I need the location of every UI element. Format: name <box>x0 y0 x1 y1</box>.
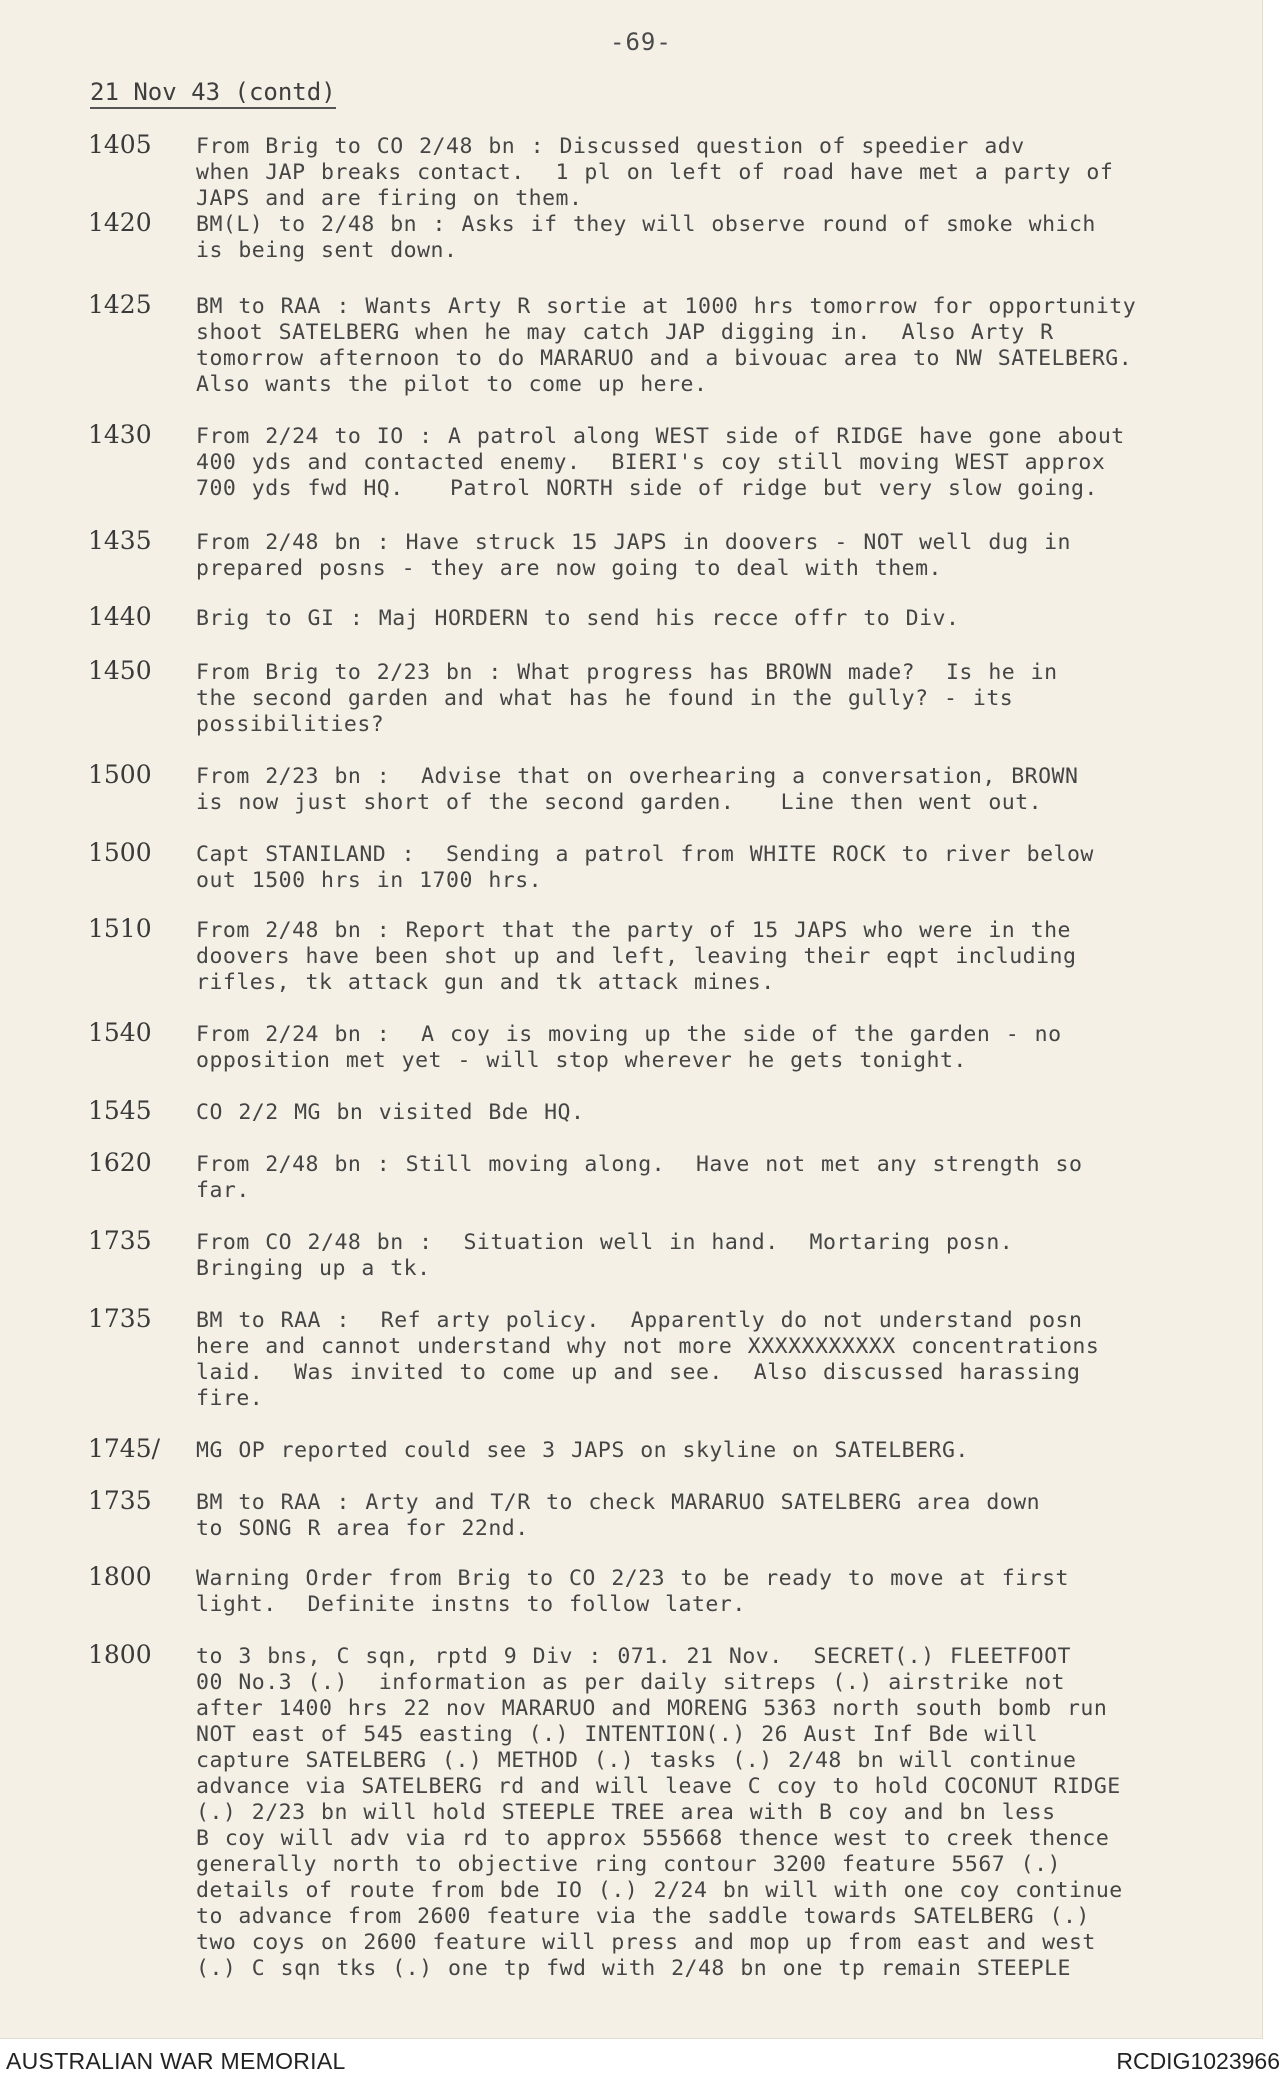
entry-time: 1735 <box>88 1304 152 1333</box>
entry-time: 1425 <box>88 290 152 319</box>
footer-record-id: RCDIG1023966 <box>1116 2048 1280 2074</box>
entry-text: From 2/48 bn : Still moving along. Have not met any strength so far. <box>196 1152 1083 1203</box>
footer-archive-name: AUSTRALIAN WAR MEMORIAL <box>6 2048 346 2074</box>
entry-time: 1745/ <box>88 1434 161 1463</box>
entry-time: 1800 <box>88 1640 152 1669</box>
entry-text: From 2/23 bn : Advise that on overhearing a conversation, BROWN is now just short of the second garden. Line then went out. <box>196 764 1079 815</box>
entry-time: 1735 <box>88 1226 152 1255</box>
entry-text: to 3 bns, C sqn, rptd 9 Div : 071. 21 Nov. SECRET(.) FLEETFOOT 00 No.3 (.) information as per daily sitreps (.) airstrike not after 1400 hrs 22 nov MARARUO and MORENG 5363 north south bomb run NOT east of 545 easting (.) INTENTION(.) 26 Aust Inf Bde will capture SATELBERG (.) METHOD (.) tasks (.) 2/48 bn will continue advance via SATELBERG rd and will leave C coy to hold COCONUT RIDGE (.) 2/23 bn will hold STEEPLE TREE area with B coy and bn less B coy will adv via rd to approx 555668 thence west to creek thence generally north to objective ring contour 3200 feature 5567 (.) details of route from bde IO (.) 2/24 bn will with one coy continue to advance from 2600 feature via the saddle towards SATELBERG (.) two coys on 2600 feature will press and mop up from east and west (.) C sqn tks (.) one tp fwd with 2/48 bn one tp remain STEEPLE <box>196 1644 1123 1981</box>
entry-text: From Brig to 2/23 bn : What progress has BROWN made? Is he in the second garden and what has he found in the gully? - its possibilities? <box>196 660 1058 737</box>
entry-time: 1450 <box>88 656 152 685</box>
entry-text: BM(L) to 2/48 bn : Asks if they will observe round of smoke which is being sent down. <box>196 212 1096 263</box>
entry-time: 1545 <box>88 1096 152 1125</box>
entry-text: From Brig to CO 2/48 bn : Discussed question of speedier adv when JAP breaks contact. 1 pl on left of road have met a party of JAPS and are firing on them. <box>196 134 1114 211</box>
entry-text: From 2/24 to IO : A patrol along WEST side of RIDGE have gone about 400 yds and contacted enemy. BIERI's coy still moving WEST approx 700 yds fwd HQ. Patrol NORTH side of ridge but very slow going. <box>196 424 1125 501</box>
entry-time: 1500 <box>88 838 152 867</box>
entry-text: From 2/48 bn : Report that the party of 15 JAPS who were in the doovers have been shot up and left, leaving their eqpt including rifles, tk attack gun and tk attack mines. <box>196 918 1077 995</box>
entry-time: 1420 <box>88 208 152 237</box>
page-number: -69- <box>610 28 672 56</box>
entry-text: Warning Order from Brig to CO 2/23 to be ready to move at first light. Definite instns to follow later. <box>196 1566 1069 1617</box>
entry-time: 1735 <box>88 1486 152 1515</box>
entry-time: 1440 <box>88 602 152 631</box>
entry-time: 1430 <box>88 420 152 449</box>
entry-time: 1620 <box>88 1148 152 1177</box>
entry-text: Capt STANILAND : Sending a patrol from WHITE ROCK to river below out 1500 hrs in 1700 hrs. <box>196 842 1094 893</box>
entry-time: 1510 <box>88 914 152 943</box>
entry-time: 1800 <box>88 1562 152 1591</box>
entry-text: BM to RAA : Wants Arty R sortie at 1000 hrs tomorrow for opportunity shoot SATELBERG when he may catch JAP digging in. Also Arty R tomorrow afternoon to do MARARUO and a bivouac area to NW SATELBERG. Also wants the pilot to come up here. <box>196 294 1137 397</box>
entry-text: From 2/24 bn : A coy is moving up the side of the garden - no opposition met yet - will stop wherever he gets tonight. <box>196 1022 1062 1073</box>
entry-text: BM to RAA : Arty and T/R to check MARARUO SATELBERG area down to SONG R area for 22nd. <box>196 1490 1041 1541</box>
entry-text: From 2/48 bn : Have struck 15 JAPS in doovers - NOT well dug in prepared posns - they are now going to deal with them. <box>196 530 1071 581</box>
entry-text: Brig to GI : Maj HORDERN to send his recce offr to Div. <box>196 606 960 631</box>
entry-time: 1435 <box>88 526 152 555</box>
entry-text: CO 2/2 MG bn visited Bde HQ. <box>196 1100 585 1125</box>
entry-time: 1405 <box>88 130 152 159</box>
entry-time: 1540 <box>88 1018 152 1047</box>
date-heading: 21 Nov 43 (contd) <box>90 78 336 109</box>
entry-time: 1500 <box>88 760 152 789</box>
entry-text: From CO 2/48 bn : Situation well in hand. Mortaring posn. Bringing up a tk. <box>196 1230 1014 1281</box>
entry-text: BM to RAA : Ref arty policy. Apparently do not understand posn here and cannot understand why not more XXXXXXXXXXX concentrations laid. Was invited to come up and see. Also discussed harassing fire. <box>196 1308 1100 1411</box>
entry-text: MG OP reported could see 3 JAPS on skyline on SATELBERG. <box>196 1438 969 1463</box>
